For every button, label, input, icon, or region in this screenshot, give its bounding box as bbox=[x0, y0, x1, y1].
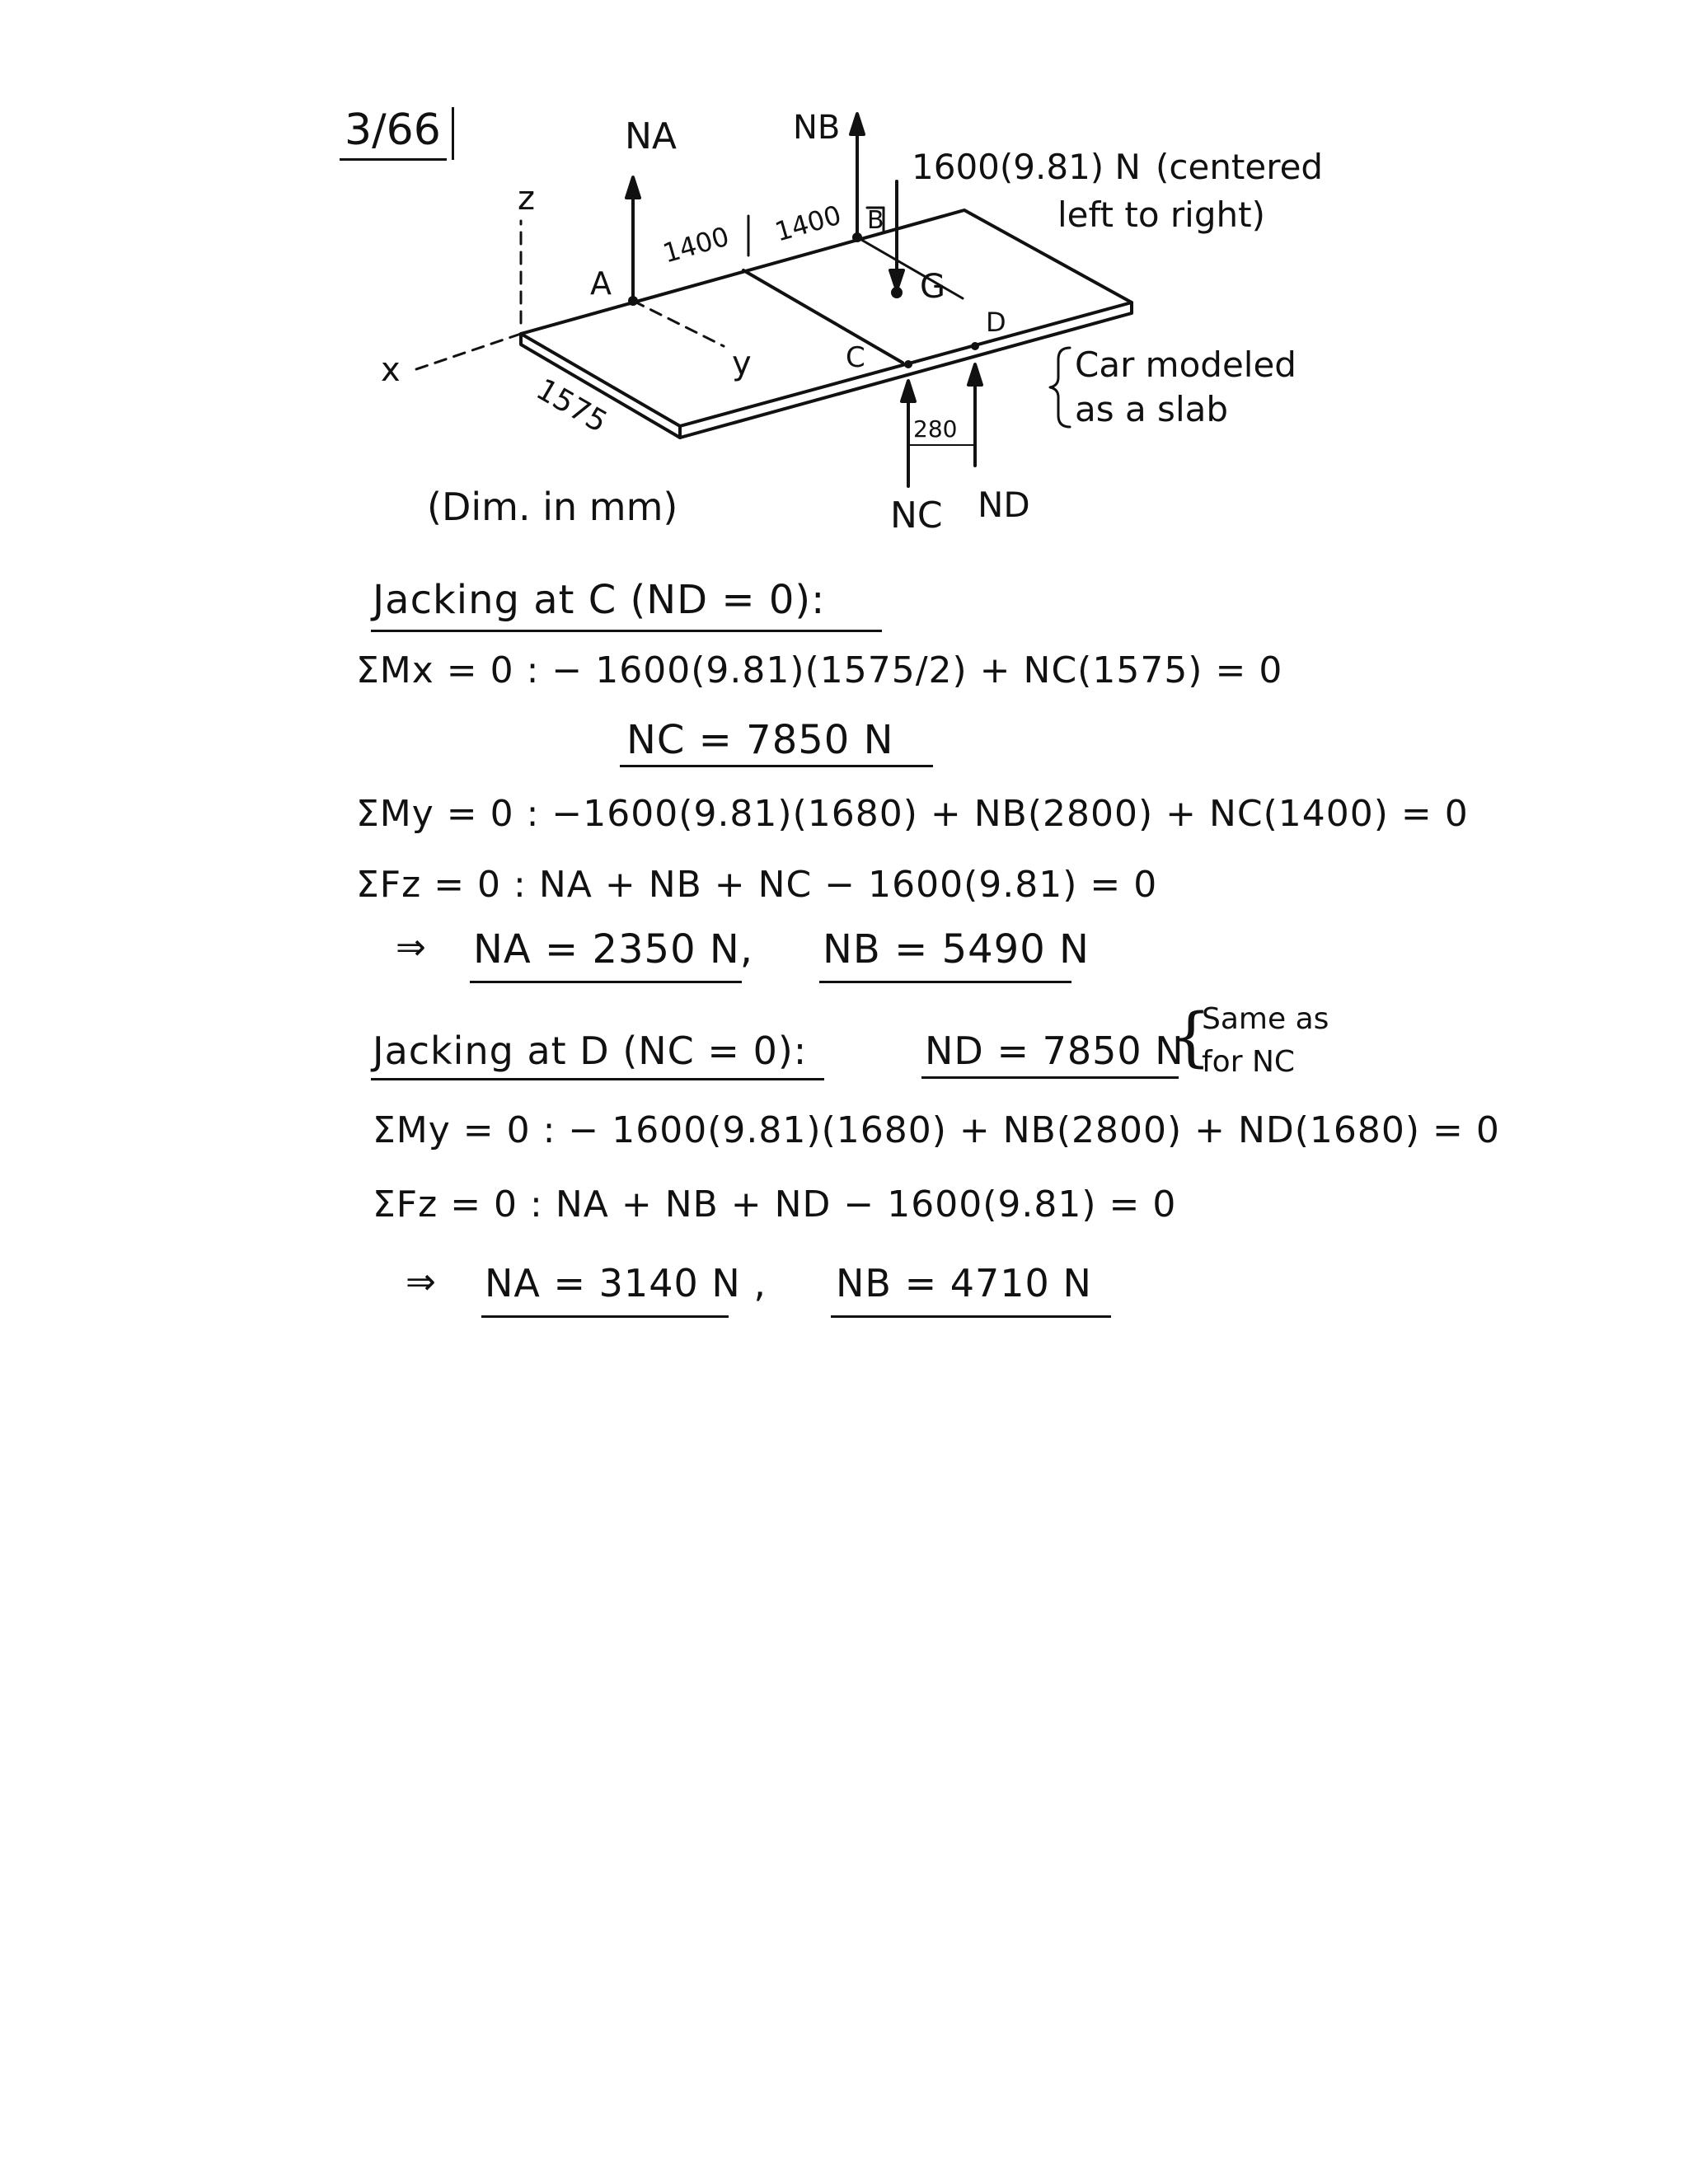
point-b-label: B bbox=[867, 206, 884, 235]
same-as-line1: Same as bbox=[1202, 1002, 1329, 1036]
nc-bottom-label: NC bbox=[890, 494, 943, 537]
result-nd: ND = 7850 N bbox=[925, 1029, 1184, 1073]
nb-top-label: NB bbox=[793, 109, 841, 147]
axis-x-label: x bbox=[381, 351, 401, 389]
eq-force-z-c: ΣFz = 0 : NA + NB + NC − 1600(9.81) = 0 bbox=[356, 864, 1158, 906]
result-na-d-underline bbox=[481, 1315, 729, 1318]
eq-force-z-d: ΣFz = 0 : NA + NB + ND − 1600(9.81) = 0 bbox=[373, 1183, 1177, 1226]
eq-moment-x: ΣMx = 0 : − 1600(9.81)(1575/2) + NC(1575) = 0 bbox=[356, 649, 1283, 691]
na-top-label: NA bbox=[625, 115, 678, 157]
model-note-line2: as a slab bbox=[1075, 389, 1229, 429]
result-nc-underline bbox=[620, 765, 933, 767]
weight-note-line2: left to right) bbox=[1057, 194, 1265, 235]
axis-y-label: y bbox=[732, 344, 752, 382]
eq-moment-y-d: ΣMy = 0 : − 1600(9.81)(1680) + NB(2800) + ND(1680) = 0 bbox=[373, 1109, 1500, 1151]
dim-280: 280 bbox=[913, 415, 958, 443]
same-as-line2: for NC bbox=[1202, 1045, 1296, 1079]
case-d-heading: Jacking at D (NC = 0): bbox=[373, 1029, 808, 1073]
result-nc: NC = 7850 N bbox=[626, 717, 894, 763]
model-note-line1: Car modeled bbox=[1075, 344, 1296, 385]
point-d-label: D bbox=[986, 307, 1006, 338]
nd-bottom-label: ND bbox=[978, 485, 1030, 525]
result-na-d: NA = 3140 N , bbox=[485, 1261, 767, 1305]
case-c-heading: Jacking at C (ND = 0): bbox=[373, 577, 826, 623]
result-na-c: NA = 2350 N, bbox=[473, 926, 754, 972]
same-as-brace: { bbox=[1170, 1001, 1212, 1075]
weight-label: 1600(9.81) N bbox=[912, 147, 1141, 187]
dim-1400-left: 1400 bbox=[659, 220, 733, 269]
result-na-c-underline bbox=[470, 981, 742, 983]
result-nb-c: NB = 5490 N bbox=[823, 926, 1090, 972]
case-c-heading-underline bbox=[371, 630, 882, 632]
point-g-label: G bbox=[920, 268, 945, 306]
eq-moment-y-c: ΣMy = 0 : −1600(9.81)(1680) + NB(2800) + NC(1400) = 0 bbox=[356, 793, 1469, 835]
point-a-label: A bbox=[590, 265, 612, 302]
result-nb-d: NB = 4710 N bbox=[836, 1261, 1092, 1305]
point-c-label: C bbox=[846, 341, 865, 374]
case-d-heading-underline bbox=[371, 1078, 824, 1080]
dim-1400-right: 1400 bbox=[771, 199, 845, 248]
x-axis-line bbox=[416, 334, 521, 369]
result-nb-d-underline bbox=[831, 1315, 1111, 1318]
implies-arrow-c: ⇒ bbox=[396, 926, 427, 968]
axis-z-label: z bbox=[518, 180, 535, 218]
slab-diagram bbox=[0, 0, 1688, 593]
result-nb-c-underline bbox=[819, 981, 1071, 983]
implies-arrow-d: ⇒ bbox=[406, 1261, 437, 1303]
problem-number: 3/66 bbox=[345, 105, 441, 155]
weight-note-line1: (centered bbox=[1156, 147, 1324, 187]
dim-note: (Dim. in mm) bbox=[427, 485, 678, 529]
result-nd-underline bbox=[921, 1076, 1179, 1079]
dim-1575: 1575 bbox=[530, 373, 613, 440]
